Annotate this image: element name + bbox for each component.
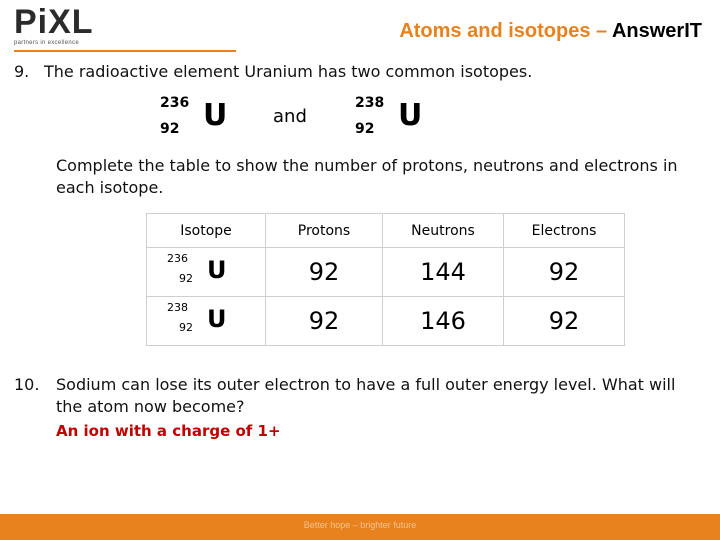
slide-title-main: Atoms and isotopes – bbox=[399, 20, 612, 42]
question-9 bbox=[14, 62, 532, 81]
isotope-b-mass: 238 bbox=[355, 95, 385, 111]
isotope-cell bbox=[147, 297, 266, 346]
row-2-symbol: U bbox=[207, 305, 227, 333]
footer-slogan: Better hope – brighter future bbox=[303, 520, 417, 530]
row-1-symbol: U bbox=[207, 256, 227, 284]
footer-bar bbox=[0, 514, 720, 540]
slide-title bbox=[399, 20, 702, 43]
column-header-isotope: Isotope bbox=[147, 214, 266, 248]
neutrons-cell: 144 bbox=[383, 248, 504, 297]
isotope-table bbox=[146, 213, 625, 346]
header-divider bbox=[14, 50, 236, 52]
electrons-cell: 92 bbox=[504, 297, 625, 346]
row-1-atomic: 92 bbox=[179, 272, 193, 285]
row-1-mass: 236 bbox=[167, 252, 188, 265]
question-10 bbox=[14, 374, 704, 418]
column-header-electrons: Electrons bbox=[504, 214, 625, 248]
row-2-atomic: 92 bbox=[179, 321, 193, 334]
protons-cell: 92 bbox=[266, 248, 383, 297]
question-10-number: 10. bbox=[14, 375, 40, 394]
slide-title-suffix: AnswerIT bbox=[611, 20, 702, 42]
table-header-row bbox=[147, 214, 625, 248]
question-9-number: 9. bbox=[14, 62, 30, 81]
isotope-connector: and bbox=[273, 106, 307, 127]
isotope-a-mass: 236 bbox=[160, 95, 190, 111]
question-10-text: Sodium can lose its outer electron to have a full outer energy level. What will the atom now become? bbox=[56, 375, 676, 416]
column-header-neutrons: Neutrons bbox=[383, 214, 504, 248]
pixl-logo bbox=[14, 4, 124, 52]
isotope-a-symbol: U bbox=[203, 98, 228, 133]
question-9-instruction: Complete the table to show the number of protons, neutrons and electrons in each isotope. bbox=[56, 156, 678, 197]
logo-tagline: partners in excellence bbox=[14, 40, 79, 46]
isotope-cell bbox=[147, 248, 266, 297]
table-row bbox=[147, 248, 625, 297]
protons-cell: 92 bbox=[266, 297, 383, 346]
row-2-mass: 238 bbox=[167, 301, 188, 314]
isotope-b-atomic: 92 bbox=[355, 121, 375, 137]
question-9-text: The radioactive element Uranium has two common isotopes. bbox=[44, 62, 533, 81]
isotope-a-atomic: 92 bbox=[160, 121, 180, 137]
neutrons-cell: 146 bbox=[383, 297, 504, 346]
isotope-b-symbol: U bbox=[398, 98, 423, 133]
logo-wordmark: PiXL bbox=[14, 3, 94, 41]
electrons-cell: 92 bbox=[504, 248, 625, 297]
column-header-protons: Protons bbox=[266, 214, 383, 248]
question-10-answer: An ion with a charge of 1+ bbox=[56, 422, 281, 440]
table-row bbox=[147, 297, 625, 346]
